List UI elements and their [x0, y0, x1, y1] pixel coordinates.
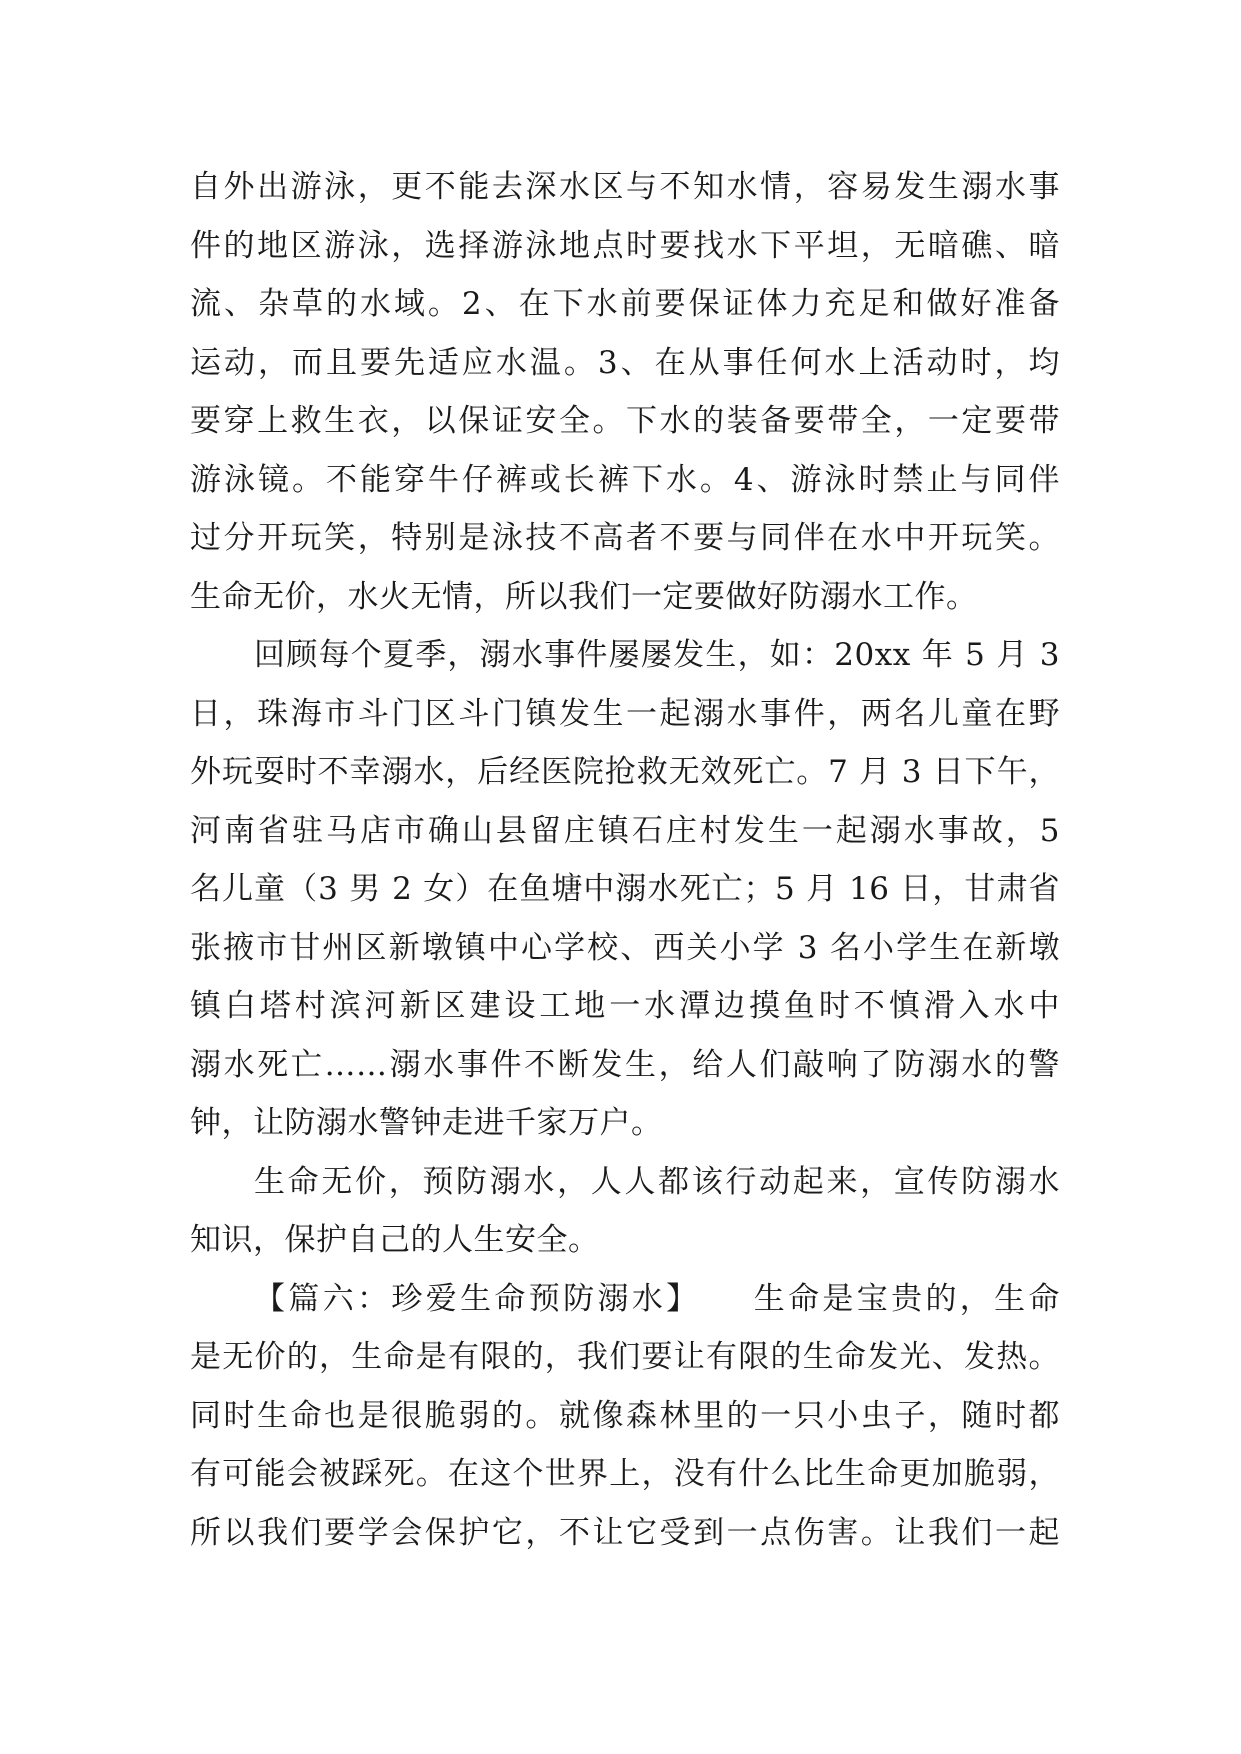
text-line: 运动，而且要先适应水温。3、在从事任何水上活动时，均 — [190, 344, 1060, 381]
text-line: 生命无价，水火无情，所以我们一定要做好防溺水工作。 — [190, 578, 978, 615]
text-line: 溺水死亡……溺水事件不断发生，给人们敲响了防溺水的警 — [190, 1046, 1060, 1083]
text-line: 生命无价，预防溺水，人人都该行动起来，宣传防溺水 — [254, 1163, 1060, 1200]
text-line: 镇白塔村滨河新区建设工地一水潭边摸鱼时不慎滑入水中 — [190, 988, 1060, 1024]
text-line: 张掖市甘州区新墩镇中心学校、西关小学 3 名小学生在新墩 — [190, 929, 1060, 966]
text-line: 外玩耍时不幸溺水，后经医院抢救无效死亡。7 月 3 日下午， — [190, 754, 1060, 790]
text-line: 自外出游泳，更不能去深水区与不知水情，容易发生溺水事 — [190, 169, 1060, 205]
text-line: 所以我们要学会保护它，不让它受到一点伤害。让我们一起 — [190, 1514, 1060, 1551]
text-line: 名儿童（3 男 2 女）在鱼塘中溺水死亡；5 月 16 日，甘肃省 — [190, 871, 1060, 907]
document-body — [190, 158, 1060, 1562]
text-line: 要穿上救生衣，以保证安全。下水的装备要带全，一定要带 — [190, 403, 1060, 439]
text-line: 同时生命也是很脆弱的。就像森林里的一只小虫子，随时都 — [190, 1397, 1060, 1434]
text-line: 件的地区游泳，选择游泳地点时要找水下平坦，无暗礁、暗 — [190, 227, 1060, 264]
text-line: 【篇六：珍爱生命预防溺水】 生命是宝贵的，生命 — [254, 1280, 1060, 1317]
text-line: 游泳镜。不能穿牛仔裤或长裤下水。4、游泳时禁止与同伴 — [190, 461, 1060, 498]
text-line: 流、杂草的水域。2、在下水前要保证体力充足和做好准备 — [190, 286, 1060, 322]
text-line: 过分开玩笑，特别是泳技不高者不要与同伴在水中开玩笑。 — [190, 520, 1060, 556]
text-line: 河南省驻马店市确山县留庄镇石庄村发生一起溺水事故，5 — [190, 812, 1060, 849]
text-line: 有可能会被踩死。在这个世界上，没有什么比生命更加脆弱， — [190, 1456, 1060, 1492]
text-line: 知识，保护自己的人生安全。 — [190, 1222, 600, 1258]
text-line: 日，珠海市斗门区斗门镇发生一起溺水事件，两名儿童在野 — [190, 695, 1060, 732]
text-line: 回顾每个夏季，溺水事件屡屡发生，如：20xx 年 5 月 3 — [254, 637, 1060, 673]
text-line: 钟，让防溺水警钟走进千家万户。 — [190, 1105, 663, 1141]
text-line: 是无价的，生命是有限的，我们要让有限的生命发光、发热。 — [190, 1339, 1060, 1375]
